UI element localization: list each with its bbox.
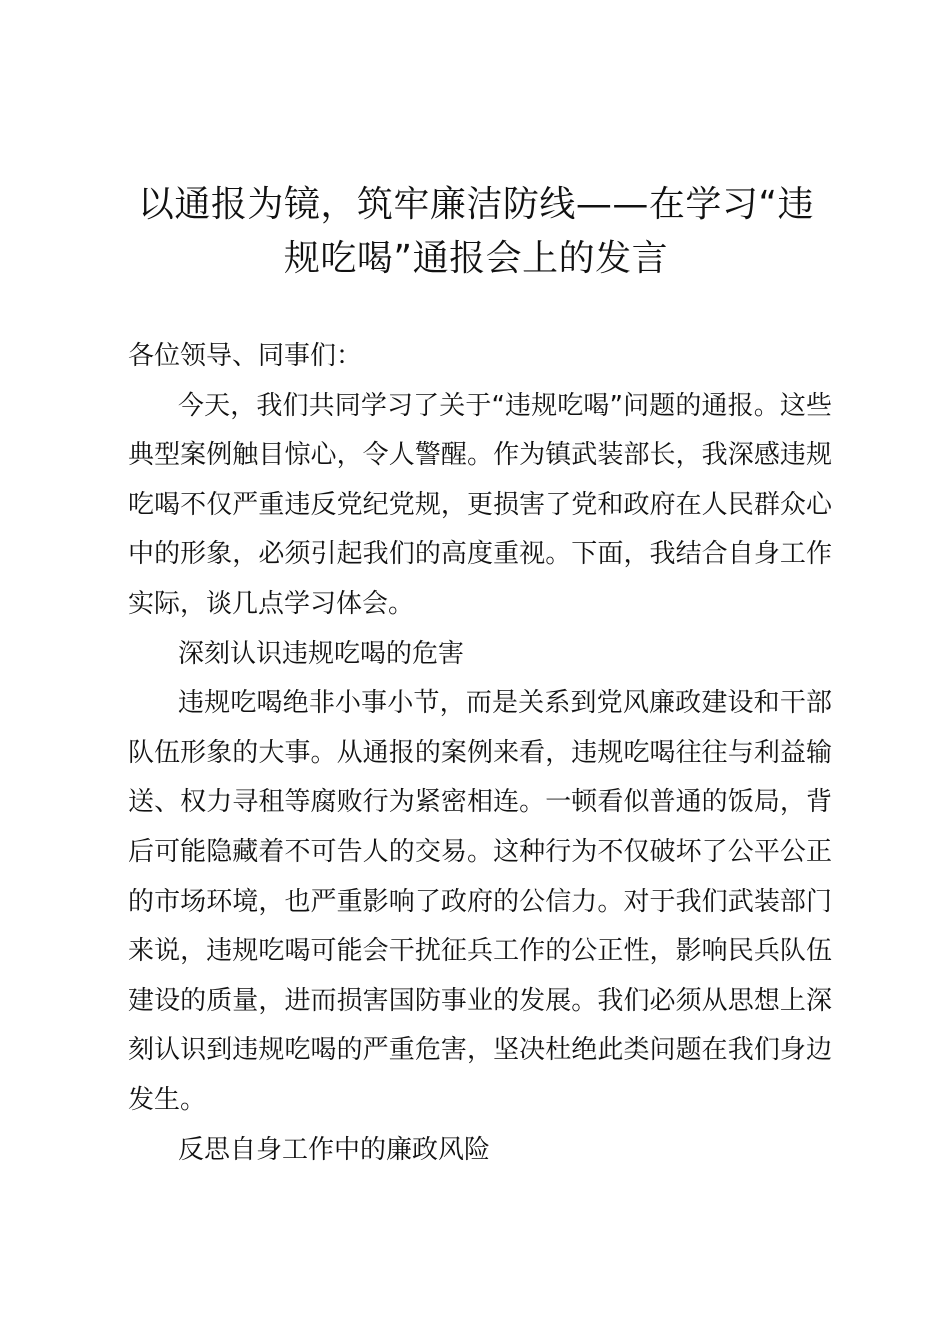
paragraph-harm: 违规吃喝绝非小事小节，而是关系到党风廉政建设和干部队伍形象的大事。从通报的案例来看，违规吃喝往往与利益输送、权力寻租等腐败行为紧密相连。一顿看似普通的饭局，背后可能隐藏着不可告人的交易。这种行为不仅破坏了公平公正的市场环境，也严重影响了政府的公信力。对于我们武装部门来说，违规吃喝可能会干扰征兵工作的公正性，影响民兵队伍建设的质量，进而损害国防事业的发展。我们必须从思想上深刻认识到违规吃喝的严重危害，坚决杜绝此类问题在我们身边发生。 bbox=[128, 688, 832, 1115]
paragraph-intro: 今天，我们共同学习了关于“违规吃喝”问题的通报。这些典型案例触目惊心，令人警醒。作为镇武装部长，我深感违规吃喝不仅严重违反党纪党规，更损害了党和政府在人民群众心中的形象，必须引起我们的高度重视。下面，我结合自身工作实际，谈几点学习体会。 bbox=[128, 390, 832, 619]
section-heading-harm: 深刻认识违规吃喝的危害 bbox=[178, 638, 465, 669]
document-title: 以通报为镜，筑牢廉洁防线——在学习“违规吃喝”通报会上的发言 bbox=[137, 184, 815, 279]
document-body bbox=[128, 332, 832, 1175]
salutation: 各位领导、同事们： bbox=[128, 341, 363, 371]
section-heading-reflection: 反思自身工作中的廉政风险 bbox=[178, 1134, 491, 1165]
